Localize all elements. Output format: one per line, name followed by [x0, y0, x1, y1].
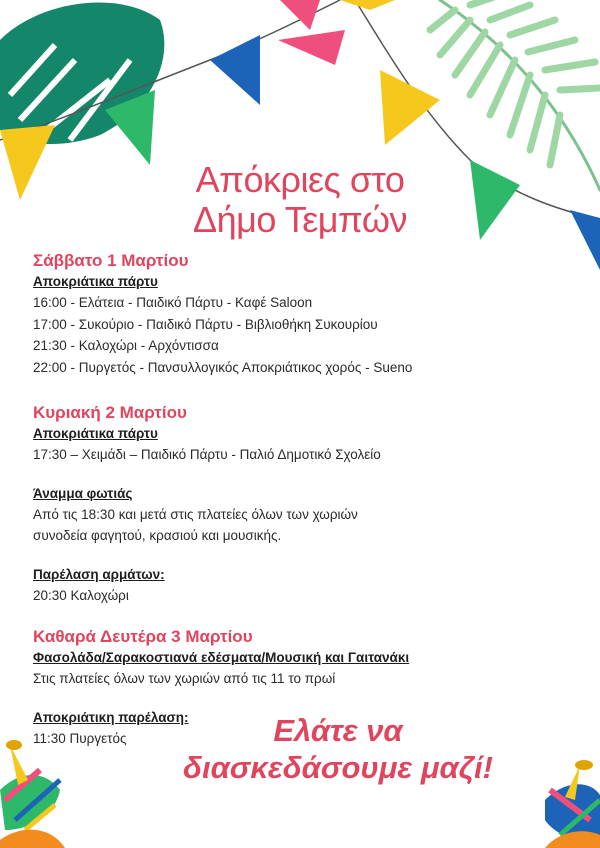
- monstera-leaf-icon: [0, 3, 164, 145]
- day-heading: Καθαρά Δευτέρα 3 Μαρτίου: [33, 627, 253, 646]
- event-line: 17:00 - Συκούριο - Παιδικό Πάρτυ - Βιβλιοθήκη Συκουρίου: [33, 316, 378, 332]
- event-line: 20:30 Καλοχώρι: [33, 587, 129, 603]
- event-subtitle: Αποκριάτικα πάρτυ: [33, 426, 158, 441]
- page-title: [0, 160, 600, 240]
- slogan: [118, 712, 558, 786]
- slogan-line-1: Ελάτε να: [273, 713, 403, 748]
- event-subtitle: Αποκριάτικη παρέλαση:: [33, 709, 189, 725]
- event-line: Στις πλατείες όλων των χωριών από τις 11 το πρωί: [33, 671, 336, 686]
- event-line: 21:30 - Καλοχώρι - Αρχόντισσα: [33, 338, 219, 353]
- slogan-line-2: διασκεδάσουμε μαζί!: [183, 750, 493, 785]
- day-heading: Σάββατο 1 Μαρτίου: [33, 251, 189, 270]
- event-subtitle: Φασολάδα/Σαρακοστιανά εδέσματα/Μουσική και Γαιτανάκι: [33, 650, 410, 665]
- event-line: Από τις 18:30 και μετά στις πλατείες όλων των χωριών: [33, 506, 358, 522]
- title-line-2: Δήμο Τεμπών: [193, 199, 407, 240]
- program-content: [33, 250, 533, 749]
- event-line: 11:30 Πυργετός: [33, 730, 127, 746]
- event-line: συνοδεία φαγητού, κρασιού και μουσικής.: [33, 528, 282, 543]
- event-subtitle: Παρέλαση αρμάτων:: [33, 566, 165, 582]
- day-heading: Κυριακή 2 Μαρτίου: [33, 403, 187, 422]
- event-line: 17:30 – Χειμάδι – Παιδικό Πάρτυ - Παλιό Δημοτικό Σχολείο: [33, 447, 381, 462]
- event-subtitle: Άναμμα φωτιάς: [33, 485, 133, 501]
- party-horn-icon-left: [0, 740, 65, 848]
- title-line-1: Απόκριες στο: [195, 159, 405, 200]
- section-saturday: [33, 250, 533, 378]
- event-line: 16:00 - Ελάτεια - Παιδικό Πάρτυ - Καφέ Saloon: [33, 295, 313, 310]
- section-sunday: [33, 402, 533, 606]
- event-line: 22:00 - Πυργετός - Πανσυλλογικός Αποκριάτικος χορός - Sueno: [33, 359, 413, 375]
- event-subtitle: Αποκριάτικα πάρτυ: [33, 274, 158, 289]
